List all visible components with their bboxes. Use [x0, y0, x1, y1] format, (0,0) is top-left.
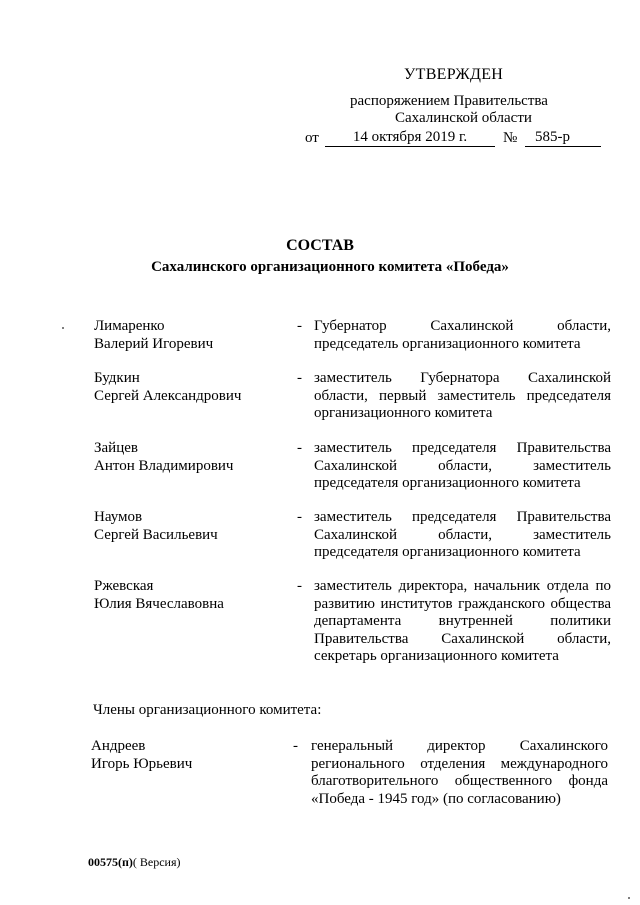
member-surname: Наумов: [94, 509, 143, 525]
member-dash: -: [297, 370, 302, 386]
scan-speck: [62, 327, 64, 329]
member-dash: -: [297, 318, 302, 334]
member-dash: -: [297, 509, 302, 525]
order-line-2: Сахалинской области: [395, 110, 532, 126]
order-number: 585-р: [525, 129, 601, 147]
member-given-name: Валерий Игоревич: [94, 335, 214, 352]
document-title: СОСТАВ: [286, 237, 354, 254]
scan-speck: [628, 897, 630, 899]
member-given-name: Игорь Юрьевич: [91, 755, 193, 772]
document-subtitle: Сахалинского организационного комитета «Победа»: [151, 259, 509, 275]
order-line-1: распоряжением Правительства: [350, 93, 548, 109]
member-dash: -: [293, 738, 298, 754]
member-surname: Ржевская: [94, 578, 154, 594]
document-version: ( Версия): [132, 855, 181, 869]
member-given-name: Сергей Александрович: [94, 387, 242, 404]
member-dash: -: [297, 578, 302, 594]
member-given-name: Сергей Васильевич: [94, 526, 218, 543]
member-role: заместитель Губернатора Сахалинской области, первый заместитель председателя организационного комитета: [314, 370, 611, 421]
member-given-name: Юлия Вячеславовна: [94, 595, 224, 612]
member-given-name: Антон Владимирович: [94, 457, 234, 474]
order-date-row: [305, 129, 605, 149]
members-section-label: Члены организационного комитета:: [93, 702, 322, 718]
member-role: генеральный директор Сахалинского регионального отделения международного благотворительного общественного фонда «Победа - 1945 год» (по согласованию): [311, 738, 608, 807]
member-dash: -: [297, 440, 302, 456]
order-date: 14 октября 2019 г.: [325, 129, 495, 147]
member-role: заместитель председателя Правительства Сахалинской области, заместитель председателя организационного комитета: [314, 509, 611, 560]
member-surname: Лимаренко: [94, 318, 165, 334]
number-label: №: [503, 130, 518, 146]
member-role: заместитель председателя Правительства Сахалинской области, заместитель председателя организационного комитета: [314, 440, 611, 491]
member-role: Губернатор Сахалинской области, председатель организационного комитета: [314, 318, 611, 352]
member-surname: Зайцев: [94, 440, 138, 456]
document-footer: [88, 855, 181, 870]
member-role: заместитель директора, начальник отдела по развитию институтов гражданского общества департамента внутренней политики Правительства Сахалинской области, секретарь организационного комитета: [314, 578, 611, 664]
member-surname: Будкин: [94, 370, 140, 386]
from-label: от: [305, 130, 319, 146]
document-code: 00575(п): [88, 855, 133, 869]
approved-label: УТВЕРЖДЕН: [404, 66, 504, 83]
member-surname: Андреев: [91, 738, 146, 754]
